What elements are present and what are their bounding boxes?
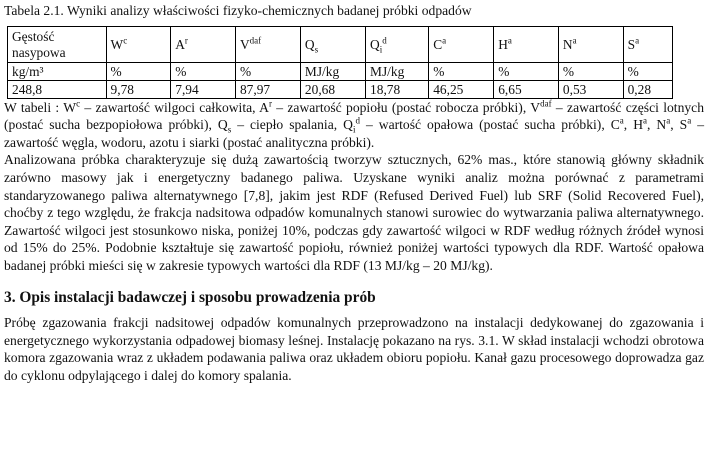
unit-cell: % bbox=[235, 62, 300, 80]
legend-fragment: , S bbox=[670, 117, 688, 133]
legend-fragment: d bbox=[355, 115, 360, 126]
header-cell bbox=[558, 26, 623, 62]
header-subscript: i bbox=[379, 44, 383, 55]
legend-fragment: a bbox=[619, 115, 624, 126]
legend-fragment: s bbox=[227, 124, 232, 135]
legend-fragment: – zawartość wilgoci całkowita, A bbox=[80, 99, 269, 115]
header-cell bbox=[300, 26, 365, 62]
unit-cell: % bbox=[106, 62, 171, 80]
section-heading: 3. Opis instalacji badawczej i sposobu prowadzenia prób bbox=[4, 288, 376, 306]
value-cell: 87,97 bbox=[235, 80, 300, 98]
unit-cell: % bbox=[429, 62, 494, 80]
header-superscript: a bbox=[635, 35, 640, 46]
value-cell: 7,94 bbox=[171, 80, 236, 98]
header-cell bbox=[106, 26, 171, 62]
header-symbol: W bbox=[110, 36, 124, 52]
header-superscript: a bbox=[572, 35, 577, 46]
legend-fragment: – zawartość popiołu (postać robocza próbki), V bbox=[271, 99, 541, 115]
legend-fragment: a bbox=[687, 115, 692, 126]
legend-fragment: a bbox=[643, 115, 648, 126]
header-symbol: Q bbox=[304, 36, 315, 52]
header-cell bbox=[171, 26, 236, 62]
header-cell bbox=[429, 26, 494, 62]
header-symbol: Gęstość nasypowa bbox=[12, 28, 66, 60]
header-symbol: N bbox=[562, 36, 573, 52]
table-values-row bbox=[8, 80, 673, 98]
header-subscript: s bbox=[314, 44, 319, 55]
header-symbol: H bbox=[498, 36, 508, 52]
header-cell bbox=[623, 26, 672, 62]
unit-cell: % bbox=[171, 62, 236, 80]
legend-fragment: W tabeli : W bbox=[4, 99, 77, 115]
header-superscript: daf bbox=[249, 35, 262, 46]
header-symbol: V bbox=[239, 36, 250, 52]
section-paragraph: Próbę zgazowania frakcji nadsitowej odpadów komunalnych przeprowadzono na instalacji dedykowanej do zgazowania i energetycznego wykorzystania odpadowej biomasy leśnej. Instalację pokazano na rys. 3.1. W skład instalacji wchodzi obrotowa komora zgazowania wraz z układem podawania paliwa oraz układem obioru popiołu. Kanał gazu procesowego doprowadza gaz do cyklonu odpylającego i dalej do komory spalania. bbox=[4, 315, 704, 383]
value-cell: 18,78 bbox=[366, 80, 429, 98]
legend-fragment: , H bbox=[623, 117, 644, 133]
value-cell: 20,68 bbox=[300, 80, 365, 98]
value-cell: 248,8 bbox=[8, 80, 107, 98]
table-caption: Tabela 2.1. Wyniki analizy właściwości fizyko-chemicznych badanej próbki odpadów bbox=[4, 3, 472, 18]
header-symbol: S bbox=[627, 36, 636, 52]
value-cell: 46,25 bbox=[429, 80, 494, 98]
header-superscript: a bbox=[507, 35, 512, 46]
legend-fragment: c bbox=[76, 98, 81, 109]
legend-fragment: a bbox=[666, 115, 671, 126]
table-legend bbox=[4, 99, 704, 152]
table-header-row bbox=[8, 26, 673, 62]
value-cell: 0,53 bbox=[558, 80, 623, 98]
header-superscript: d bbox=[382, 35, 387, 46]
legend-fragment: r bbox=[268, 98, 272, 109]
header-symbol: C bbox=[433, 36, 443, 52]
unit-cell: kg/m³ bbox=[8, 62, 107, 80]
legend-fragment: – wartość opałowa (postać sucha próbki), C bbox=[359, 117, 620, 133]
properties-table bbox=[7, 26, 673, 99]
legend-fragment: i bbox=[352, 124, 356, 135]
legend-fragment: , N bbox=[647, 117, 667, 133]
header-superscript: c bbox=[123, 35, 128, 46]
header-cell bbox=[366, 26, 429, 62]
value-cell: 0,28 bbox=[623, 80, 672, 98]
header-cell bbox=[8, 26, 107, 62]
legend-fragment: – zawartość węgla, wodoru, azotu i siarki (postać analityczna próbki). bbox=[4, 117, 704, 150]
table-units-row bbox=[8, 62, 673, 80]
header-cell bbox=[494, 26, 559, 62]
value-cell: 6,65 bbox=[494, 80, 559, 98]
legend-fragment: – zawartość części lotnych (postać sucha bezpopiołowa próbki), Q bbox=[4, 99, 704, 133]
header-superscript: a bbox=[442, 35, 447, 46]
analysis-paragraph: Analizowana próbka charakteryzuje się dużą zawartością tworzyw sztucznych, 62% mas., które stanowią główny składnik zarówno masowy jak i energetyczny badanego paliwa. Uzyskane wyniki analiz można porównać z parametrami standaryzowanego paliwa alternatywnego [7,8], jakim jest RDF (Refused Derived Fuel) lub SRF (Solid Recovered Fuel), choćby z tego względu, że frakcja nadsitowa odpadów komunalnych stanowi surowiec do wytwarzania paliwa alternatywnego. Zawartość wilgoci jest stosunkowo niska, poniżej 10%, podczas gdy zawartość wilgoci w RDF według różnych źródeł wynosi od 15% do 25%. Podobnie kształtuje się zawartość popiołu, również poniżej wartości typowych dla RDF. Wartość opałowa badanej próbki mieści się w zakresie typowych wartości dla RDF (13 MJ/kg – 20 MJ/kg). bbox=[4, 152, 704, 273]
header-cell bbox=[235, 26, 300, 62]
unit-cell: % bbox=[623, 62, 672, 80]
unit-cell: % bbox=[558, 62, 623, 80]
document-page bbox=[4, 2, 704, 385]
legend-fragment: daf bbox=[540, 98, 552, 109]
header-symbol: Q bbox=[370, 36, 380, 52]
header-superscript: r bbox=[184, 35, 188, 46]
legend-fragment: – ciepło spalania, Q bbox=[231, 117, 353, 133]
header-symbol: A bbox=[175, 36, 185, 52]
unit-cell: MJ/kg bbox=[300, 62, 365, 80]
unit-cell: % bbox=[494, 62, 559, 80]
value-cell: 9,78 bbox=[106, 80, 171, 98]
unit-cell: MJ/kg bbox=[366, 62, 429, 80]
